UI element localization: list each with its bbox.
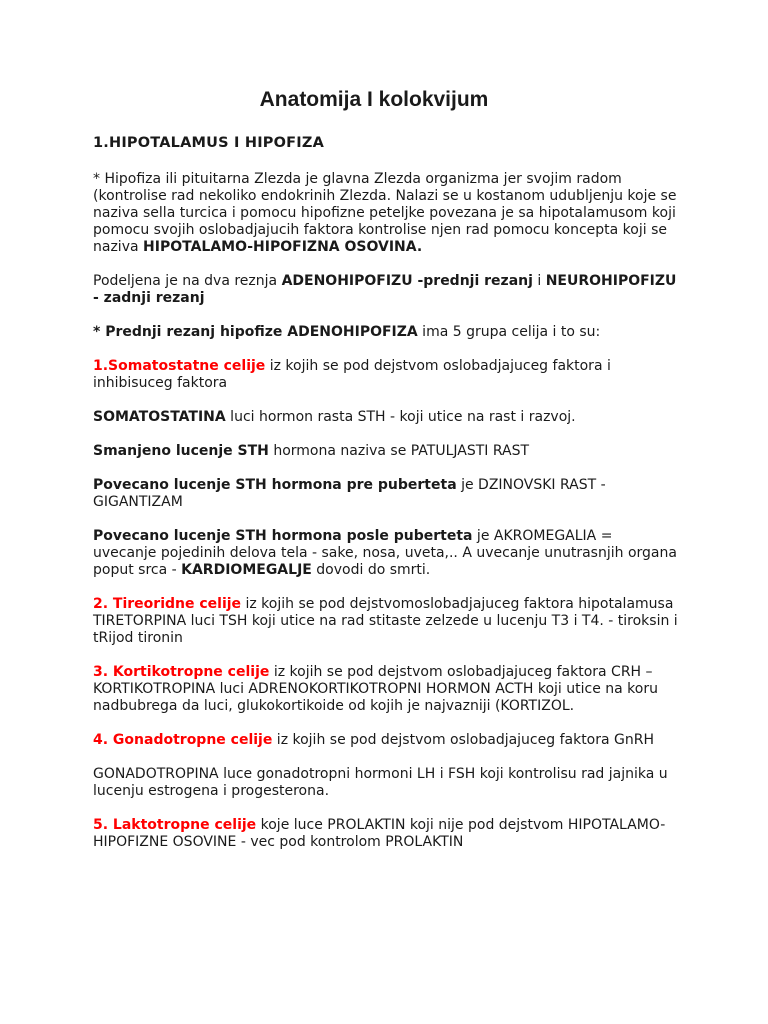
group-4-label: 4. Gonadotropne celije (93, 732, 273, 748)
group-3-label: 3. Kortikotropne celije (93, 664, 270, 680)
document-title: Anatomija I kolokvijum (259, 88, 489, 111)
division-paragraph: Podeljena je na dva reznja ADENOHIPOFIZU -prednji rezanj i NEUROHIPOFIZU - zadnji rezanj (93, 273, 677, 306)
document-body (93, 171, 678, 868)
group-1-paragraph: 1.Somatostatne celije iz kojih se pod dejstvom oslobadjajuceg faktora i inhibisuceg faktora (93, 358, 611, 391)
somatostatin-paragraph: SOMATOSTATINA luci hormon rasta STH - koji utice na rast i razvoj. (93, 409, 576, 425)
increased-post-paragraph: Povecano lucenje STH hormona posle puberteta je AKROMEGALIA = uvecanje pojedinih delova tela - sake, nosa, uveta,.. A uvecanje unutrasnjih organa poput srca - KARDIOMEGALJE dovodi do smrti. (93, 528, 677, 578)
group-3-paragraph: 3. Kortikotropne celije iz kojih se pod dejstvom oslobadjajuceg faktora CRH – KORTIKOTROPINA luci ADRENOKORTIKOTROPNI HORMON ACTH koji utice na koru nadbubrega da luci, glukokortikoide od kojih je najvazniji (KORTIZOL. (93, 664, 658, 714)
anterior-lobe-paragraph: * Prednji rezanj hipofize ADENOHIPOFIZA ima 5 grupa celija i to su: (93, 324, 601, 340)
group-4-paragraph: 4. Gonadotropne celije iz kojih se pod dejstvom oslobadjajuceg faktora GnRH (93, 732, 655, 748)
group-5-paragraph: 5. Laktotropne celije koje luce PROLAKTIN koji nije pod dejstvom HIPOTALAMO-HIPOFIZNE OSOVINE - vec pod kontrolom PROLAKTIN (93, 817, 666, 850)
group-2-label: 2. Tireoridne celije (93, 596, 242, 612)
section-heading: 1.HIPOTALAMUS I HIPOFIZA (93, 135, 324, 151)
reduced-sth-paragraph: Smanjeno lucenje STH hormona naziva se PATULJASTI RAST (93, 443, 530, 459)
group-2-paragraph: 2. Tireoridne celije iz kojih se pod dejstvomoslobadjajuceg faktora hipotalamusa TIRETORPINA luci TSH koji utice na rad stitaste zelzede u lucenju T3 i T4. - tiroksin i tRijod tironin (93, 596, 678, 646)
group-1-label: 1.Somatostatne celije (93, 358, 266, 374)
gonadotropin-paragraph: GONADOTROPINA luce gonadotropni hormoni LH i FSH koji kontrolisu rad jajnika u lucenju estrogena i progesterona. (93, 766, 668, 799)
group-5-label: 5. Laktotropne celije (93, 817, 257, 833)
intro-paragraph: * Hipofiza ili pituitarna Zlezda je glavna Zlezda organizma jer svojim radom (kontrolise rad nekoliko endokrinih Zlezda. Nalazi se u kostanom udubljenju koje se naziva sella turcica i pomocu hipofizne peteljke povezana je sa hipotalamusom koji pomocu svojih oslobadjajucih faktora kontrolise njen rad pomocu koncepta koji se naziva HIPOTALAMO-HIPOFIZNA OSOVINA. (93, 171, 677, 255)
increased-pre-paragraph: Povecano lucenje STH hormona pre puberteta je DZINOVSKI RAST - GIGANTIZAM (93, 477, 606, 510)
